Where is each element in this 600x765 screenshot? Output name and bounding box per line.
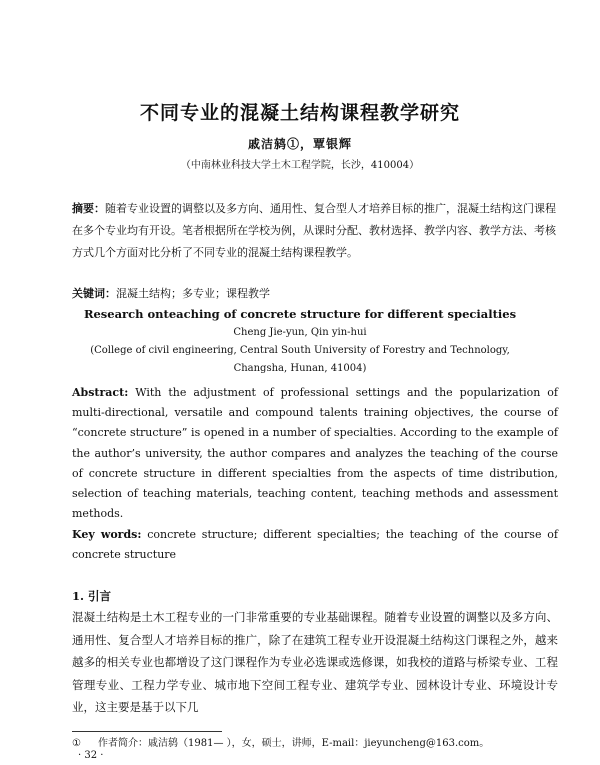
abstract-cn bbox=[72, 198, 558, 264]
abstract-cn-label: 摘要： bbox=[72, 202, 105, 215]
footnote-text: 作者简介：戚洁鸫（1981— ），女，硕士，讲师，E-mail：jieyuncheng@163.com。 bbox=[98, 738, 490, 749]
authors-en: Cheng Jie-yun, Qin yin-hui bbox=[233, 327, 367, 338]
footnote-mark: ① bbox=[72, 738, 81, 749]
affiliation-en-line2: Changsha, Hunan, 41004) bbox=[233, 363, 367, 374]
affiliation-cn: （中南林业科技大学土木工程学院，长沙，410004） bbox=[180, 160, 420, 171]
authors-cn: 戚洁鸫①，覃银辉 bbox=[247, 137, 352, 151]
section-body: 混凝土结构是土木工程专业的一门非常重要的专业基础课程。随着专业设置的调整以及多方向、通用性、复合型人才培养目标的推广，除了在建筑工程专业开设混凝土结构这门课程之外，越来越多的相关专业也都增设了这门课程作为专业必选课或选修课，如我校的道路与桥梁专业、工程管理专业、工程力学专业、城市地下空间工程专业、建筑学专业、园林设计专业、环境设计专业，这主要是基于以下几 bbox=[72, 610, 558, 714]
keywords-en-text: concrete structure; different specialties; the teaching of the course of concrete structure bbox=[72, 528, 558, 561]
keywords-cn bbox=[72, 285, 558, 301]
abstract-cn-text: 随着专业设置的调整以及多方向、通用性、复合型人才培养目标的推广，混凝土结构这门课程在多个专业均有开设。笔者根据所在学校为例，从课时分配、教材选择、教学内容、教学方法、考核方式几个方面对比分析了不同专业的混凝土结构课程教学。 bbox=[72, 202, 556, 259]
abstract-en-text: With the adjustment of professional settings and the popularization of multi-directional, versatile and compound talents training objectives, the course of “concrete structure” is opened in a number of specialties. According to the example of the author’s university, the author compares and analyzes the teaching of the course of concrete structure in different specialties from the aspects of time distribution, selection of teaching materials, teaching content, teaching methods and assessment methods. bbox=[72, 386, 558, 521]
abstract-en bbox=[72, 383, 558, 524]
keywords-cn-label: 关键词： bbox=[72, 287, 116, 300]
abstract-en-label: Abstract: bbox=[72, 386, 129, 399]
keywords-en bbox=[72, 525, 558, 565]
paper-title-en: Research onteaching of concrete structure for different specialties bbox=[83, 307, 517, 321]
affiliation-en-line1: (College of civil engineering, Central South University of Forestry and Technology, bbox=[90, 345, 510, 356]
keywords-cn-text: 混凝土结构；多专业；课程教学 bbox=[116, 287, 270, 300]
paper-title-cn: 不同专业的混凝土结构课程教学研究 bbox=[139, 102, 460, 124]
footnote bbox=[72, 734, 489, 749]
footnote-divider bbox=[72, 731, 222, 732]
page-number: · 32 · bbox=[78, 750, 104, 761]
section-heading: 1. 引言 bbox=[72, 589, 112, 603]
keywords-en-label: Key words: bbox=[72, 528, 142, 541]
